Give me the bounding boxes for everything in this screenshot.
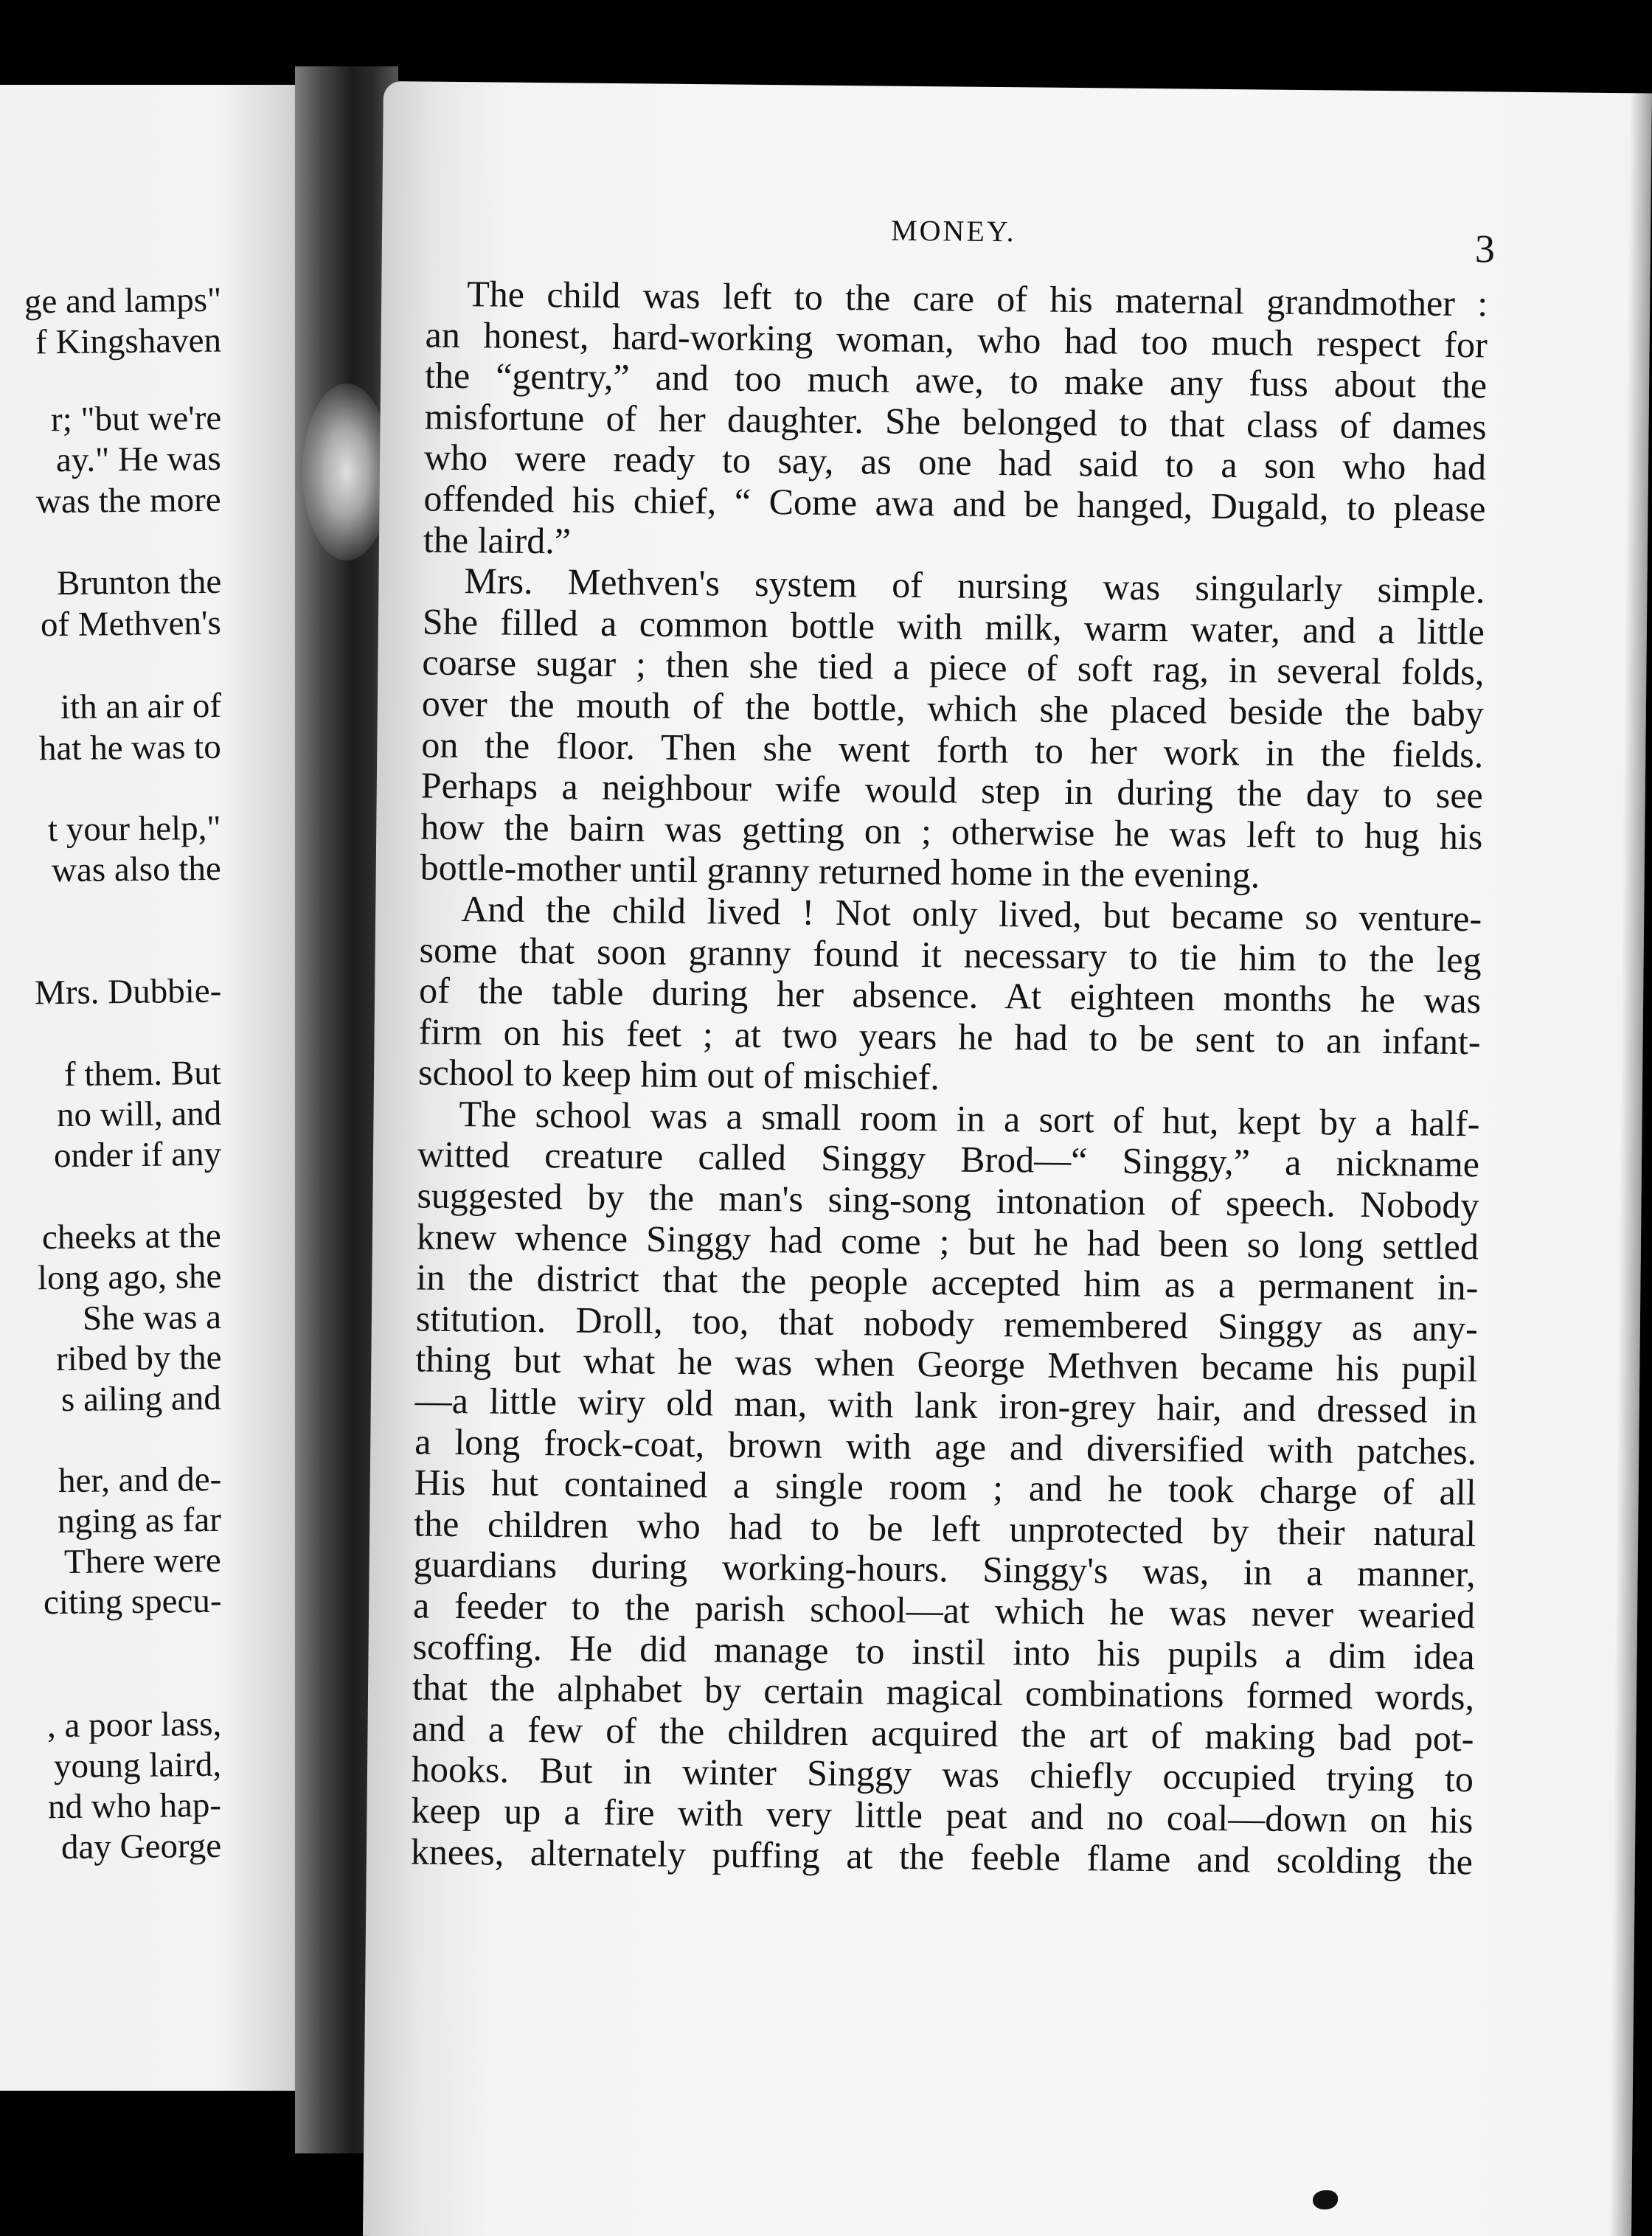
text-line: Perhaps a neighbour wife would step in during the day to see [420,764,1484,816]
right-page [363,81,1652,2236]
text-line: some that soon granny found it necessary to tie him to the leg [419,928,1482,980]
left-line: onder if any [53,1134,222,1176]
text-line: scoffing. He did manage to instil into his pupils a dim idea [412,1625,1475,1677]
text-line: And the child lived ! Not only lived, but became so venture- [460,887,1482,940]
left-line: ay." He was [56,439,222,480]
left-line: r; "but we're [50,398,222,440]
left-line: nd who hap- [47,1785,222,1827]
text-line: misfortune of her daughter. She belonged to that class of dames [424,395,1487,448]
left-line: There were [64,1541,222,1582]
text-line: on the floor. Then she went forth to her work in the fields. [421,723,1484,775]
left-line: ribed by the [55,1338,222,1379]
left-line: Mrs. Dubbie- [34,971,222,1013]
text-line: The school was a small room in a sort of hut, kept by a half- [459,1092,1480,1145]
text-line: stitution. Droll, too, that nobody remembered Singgy as any- [415,1297,1479,1350]
body-text [411,274,1488,1883]
text-line: bottle-mother until granny returned home in the evening. [420,846,1260,896]
left-line: was the more [36,480,222,521]
text-line: The child was left to the care of his maternal grandmother : [466,273,1488,324]
left-line: f Kingshaven [35,321,222,362]
text-line: how the bairn was getting on ; otherwise he was left to hug his [420,805,1483,858]
left-line: no will, and [56,1094,222,1135]
text-line: an honest, hard-working woman, who had too much respect for [425,313,1488,365]
text-line: of the table during her absence. At eighteen months he was [418,969,1482,1021]
text-line: offended his chief, “ Come awa and be hanged, Dugald, to please [423,477,1486,530]
text-line: Mrs. Methven's system of nursing was singularly simple. [464,560,1485,611]
text-line: a feeder to the parish school—at which he was never wearied [412,1584,1476,1636]
left-line: citing specu- [43,1581,222,1622]
text-line: knees, alternately puffing at the feeble flame and scolding the [410,1830,1474,1882]
text-line: over the mouth of the bottle, which she placed beside the baby [421,682,1485,735]
text-line: She filled a common bottle with milk, warm water, and a little [422,600,1485,653]
text-line: guardians during working-hours. Singgy's was, in a manner, [413,1543,1476,1595]
left-line: s ailing and [61,1378,222,1420]
left-line: was also the [51,849,222,890]
left-line: her, and de- [58,1459,222,1501]
text-line: thing but what he was when George Methven became his pupil [415,1338,1478,1390]
paper-stain [302,383,391,560]
left-line: ge and lamps" [24,280,222,322]
text-line: the children who had to be left unprotected by their natural [413,1502,1476,1555]
text-line: and a few of the children acquired the art of making bad pot- [412,1707,1474,1760]
left-line: Brunton the [56,562,222,603]
text-line: keep up a fire with very little peat and no coal—down on his [411,1789,1474,1841]
text-line: the “gentry,” and too much awe, to make any fuss about the [424,354,1488,406]
page-edge-shadow [1609,93,1652,2236]
left-line: young laird, [53,1745,222,1786]
text-line: in the district that the people accepted him as a permanent in- [416,1256,1479,1308]
left-line: ith an air of [60,686,222,727]
ink-blot [1313,2190,1338,2209]
left-line: day George [60,1826,222,1867]
left-line: t your help," [48,808,222,850]
left-line: hat he was to [39,727,222,768]
text-line: the laird.” [423,518,572,562]
text-line: knew whence Singgy had come ; but he had been so long settled [416,1215,1479,1267]
text-line: witted creature called Singgy Brod—“ Singgy,” a nickname [417,1133,1480,1185]
left-line: long ago, she [37,1257,222,1298]
text-line: school to keep him out of mischief. [417,1051,940,1098]
text-line: suggested by the man's sing-song intonation of speech. Nobody [417,1174,1479,1226]
text-line: His hut contained a single room ; and he took charge of all [414,1461,1476,1513]
text-line: —a little wiry old man, with lank iron-grey hair, and dressed in [414,1379,1478,1431]
text-line: a long frock-coat, brown with age and diversified with patches. [414,1420,1477,1472]
left-line: She was a [82,1298,222,1338]
left-page-fragment [0,85,317,2091]
text-line: coarse sugar ; then she tied a piece of soft rag, in several folds, [422,641,1485,693]
left-line: of Methven's [41,603,222,645]
left-line: cheeks at the [42,1216,222,1257]
running-head: MONEY. [890,213,1016,249]
page-number: 3 [1474,226,1496,271]
left-line: f them. But [63,1053,222,1094]
text-line: firm on his feet ; at two years he had to be sent to an infant- [418,1010,1481,1063]
text-line: hooks. But in winter Singgy was chiefly occupied trying to [411,1748,1474,1800]
left-line: , a poor lass, [46,1704,222,1746]
text-line: who were ready to say, as one had said to a son who had [423,436,1487,488]
left-page-text [0,85,317,2091]
left-line: nging as far [57,1500,222,1541]
text-line: that the alphabet by certain magical combinations formed words, [412,1666,1475,1718]
